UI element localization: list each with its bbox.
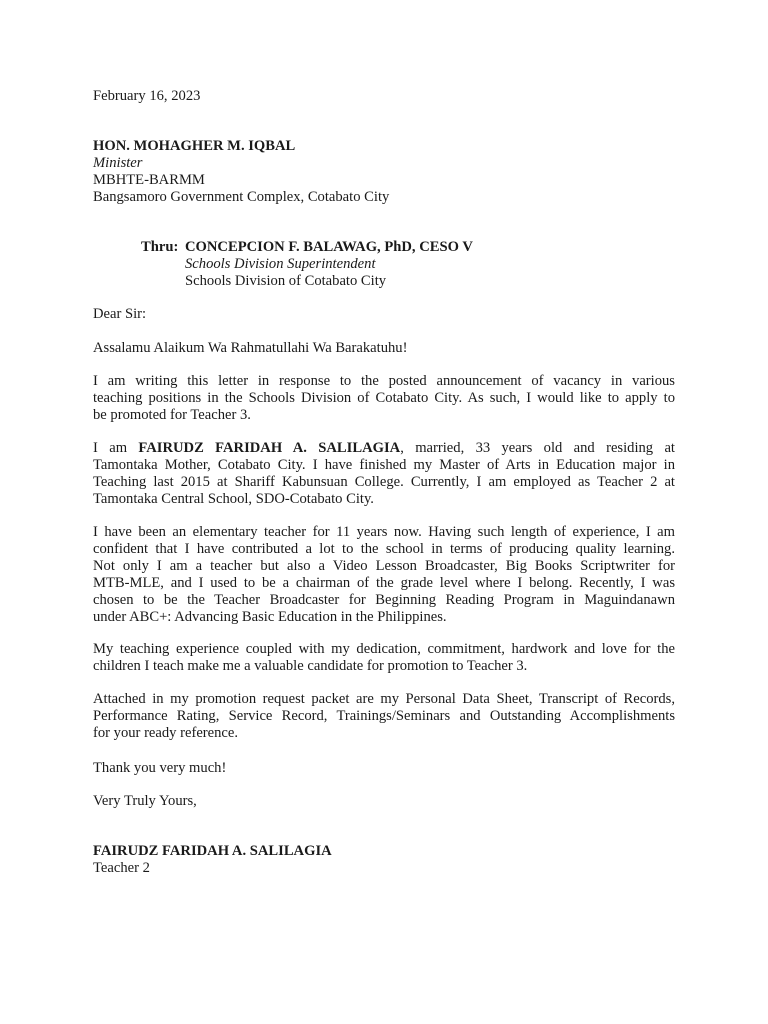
- thru-title: Schools Division Superintendent: [185, 256, 376, 272]
- paragraph-qualities: [93, 641, 675, 675]
- paragraph-line: children I teach make me a valuable candidate for promotion to Teacher 3.: [93, 658, 528, 674]
- recipient-address: Bangsamoro Government Complex, Cotabato City: [93, 189, 390, 205]
- paragraph-line: Not only I am a teacher but also a Video Lesson Broadcaster, Big Books Scriptwriter for: [93, 558, 675, 574]
- signatory-title: Teacher 2: [93, 860, 150, 876]
- paragraph-attachments: [93, 691, 675, 742]
- recipient-title: Minister: [93, 155, 143, 171]
- complimentary-close: Very Truly Yours,: [93, 793, 197, 809]
- salutation: Dear Sir:: [93, 306, 147, 322]
- applicant-name: FAIRUDZ FARIDAH A. SALILAGIA: [138, 440, 401, 456]
- thru-office: Schools Division of Cotabato City: [185, 273, 387, 289]
- paragraph-line: be promoted for Teacher 3.: [93, 407, 251, 423]
- thanks-line: Thank you very much!: [93, 760, 227, 776]
- paragraph-line: I have been an elementary teacher for 11 years now. Having such length of experience, I am: [93, 524, 675, 540]
- greeting: Assalamu Alaikum Wa Rahmatullahi Wa Barakatuhu!: [93, 340, 408, 356]
- intro-text: I am: [93, 440, 128, 456]
- signatory-name: FAIRUDZ FARIDAH A. SALILAGIA: [93, 843, 332, 859]
- paragraph-line: Performance Rating, Service Record, Trainings/Seminars and Outstanding Accomplishments: [93, 708, 675, 724]
- paragraph-line: under ABC+: Advancing Basic Education in the Philippines.: [93, 609, 447, 625]
- paragraph-experience: [93, 524, 675, 626]
- paragraph-line: teaching positions in the Schools Division of Cotabato City. As such, I would like to apply to: [93, 390, 675, 406]
- paragraph-line: chosen to be the Teacher Broadcaster for Beginning Reading Program in Maguindanawn: [93, 592, 675, 608]
- paragraph-line: Teaching last 2015 at Shariff Kabunsuan College. Currently, I am employed as Teacher 2 at: [93, 474, 675, 490]
- thru-name: CONCEPCION F. BALAWAG, PhD, CESO V: [185, 239, 473, 255]
- paragraph-line: confident that I have contributed a lot to the school in terms of producing quality learning.: [93, 541, 675, 557]
- letter-date: February 16, 2023: [93, 88, 201, 104]
- paragraph-line: MTB-MLE, and I used to be a chairman of the grade level where I belong. Recently, I was: [93, 575, 675, 591]
- recipient-office: MBHTE-BARMM: [93, 172, 205, 188]
- paragraph-line: [93, 440, 675, 457]
- paragraph-line: Tamontaka Central School, SDO-Cotabato City.: [93, 491, 374, 507]
- letter-page: [93, 0, 675, 1024]
- recipient-name: HON. MOHAGHER M. IQBAL: [93, 138, 296, 154]
- paragraph-line: My teaching experience coupled with my dedication, commitment, hardwork and love for the: [93, 641, 675, 657]
- paragraph-line: Attached in my promotion request packet are my Personal Data Sheet, Transcript of Records,: [93, 691, 675, 707]
- paragraph-introduction: [93, 440, 675, 508]
- paragraph-line: Tamontaka Mother, Cotabato City. I have finished my Master of Arts in Education major in: [93, 457, 675, 473]
- paragraph-line: I am writing this letter in response to the posted announcement of vacancy in various: [93, 373, 675, 389]
- thru-label: Thru:: [141, 239, 179, 255]
- paragraph-line: for your ready reference.: [93, 725, 239, 741]
- paragraph-application: [93, 373, 675, 424]
- intro-rest: , married, 33 years old and residing at: [400, 440, 675, 456]
